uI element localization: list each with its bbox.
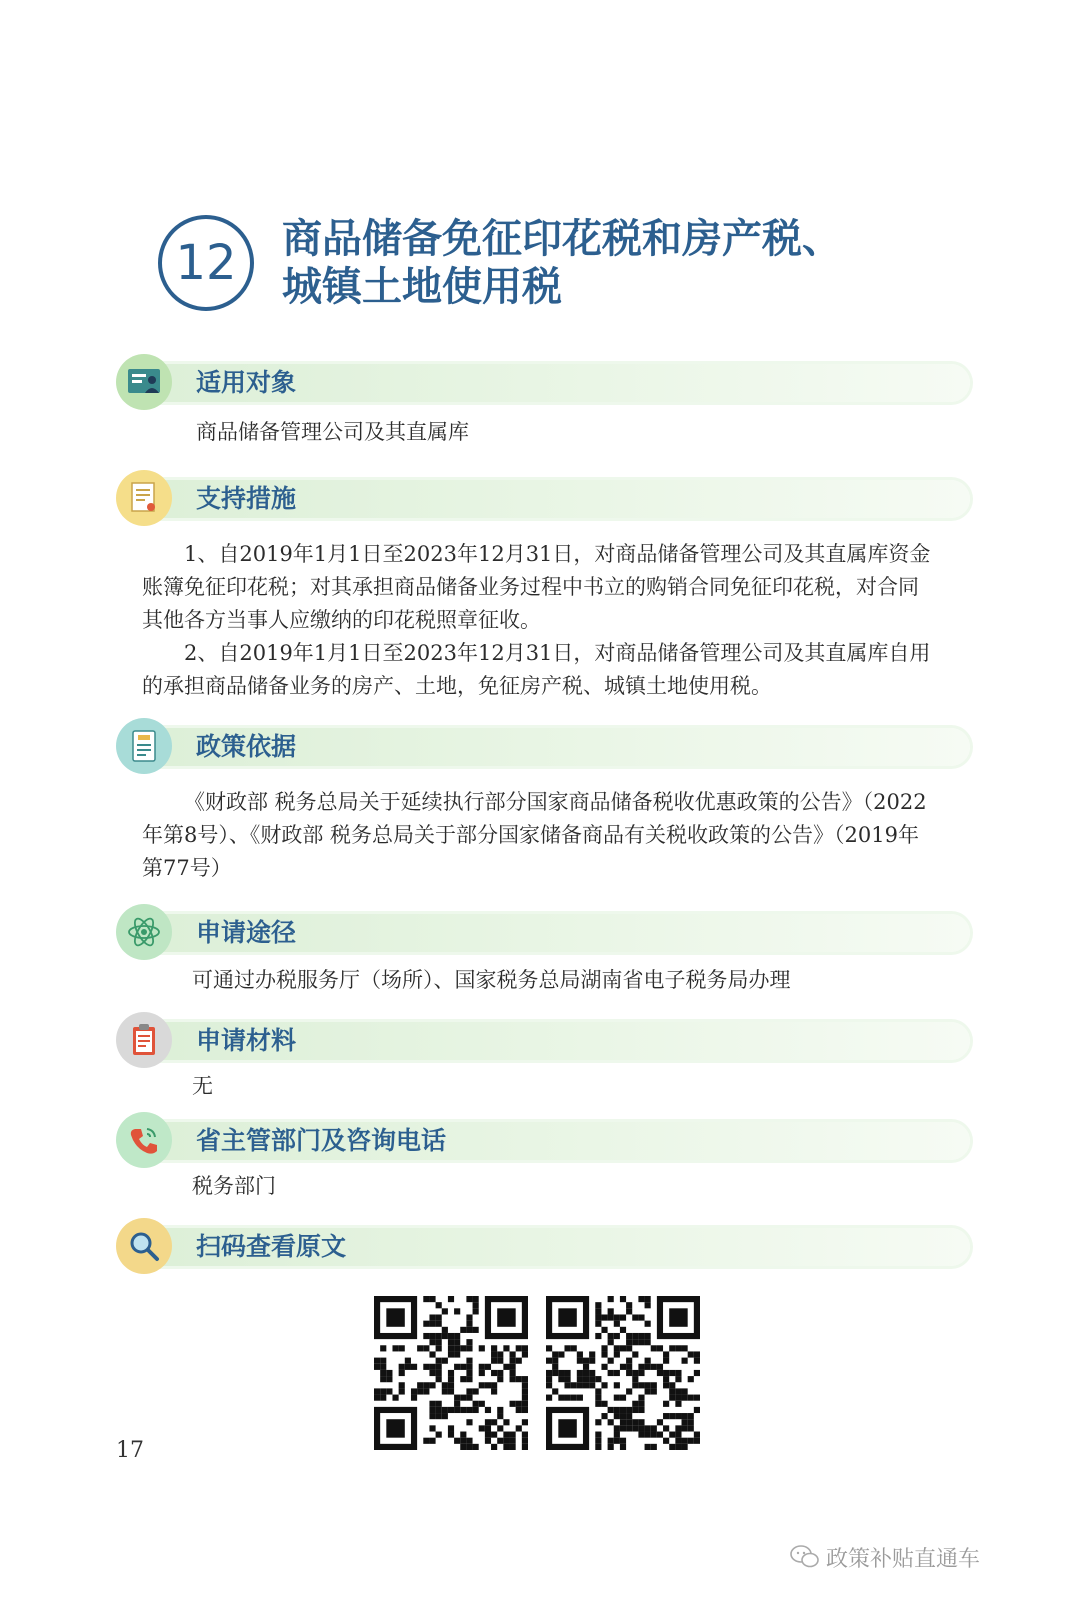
applicable-content: 商品储备管理公司及其直属库	[196, 420, 469, 444]
page-title	[282, 215, 922, 311]
section-title: 省主管部门及咨询电话	[196, 1126, 447, 1155]
section-title: 支持措施	[196, 484, 297, 513]
document-icon	[116, 718, 172, 774]
section-title: 申请途径	[196, 918, 297, 947]
measure-paragraph-1: 1、自2019年1月1日至2023年12月31日，对商品储备管理公司及其直属库资金账簿免征印花税；对其承担商品储备业务过程中书立的购销合同免征印花税，对合同其他各方当事人应缴纳的印花税照章征收。	[142, 542, 931, 632]
section-header-applicable	[116, 354, 972, 410]
wechat-icon	[790, 1544, 820, 1570]
certificate-icon	[116, 470, 172, 526]
materials-content: 无	[192, 1074, 213, 1098]
page-title-line2: 城镇土地使用税	[282, 263, 562, 310]
measures-content	[142, 538, 938, 703]
qr-code-1-graphic	[374, 1296, 528, 1450]
magnifier-icon	[116, 1218, 172, 1274]
phone-icon	[116, 1112, 172, 1168]
section-header-scan	[116, 1218, 972, 1274]
section-header-measures	[116, 470, 972, 526]
basis-content	[142, 786, 938, 885]
person-card-icon	[116, 354, 172, 410]
section-header-materials	[116, 1012, 972, 1068]
section-title: 政策依据	[196, 732, 297, 761]
contact-content: 税务部门	[192, 1174, 276, 1198]
section-header-basis	[116, 718, 972, 774]
section-title: 适用对象	[196, 368, 297, 397]
channel-content: 可通过办税服务厅（场所）、国家税务总局湖南省电子税务局办理	[192, 968, 791, 992]
atom-icon	[116, 904, 172, 960]
page-title-line1: 商品储备免征印花税和房产税、	[282, 215, 842, 262]
section-header-channel	[116, 904, 972, 960]
qr-code-2[interactable]	[546, 1296, 700, 1450]
qr-code-2-graphic	[546, 1296, 700, 1450]
watermark	[790, 1540, 980, 1574]
watermark-text: 政策补贴直通车	[826, 1546, 981, 1572]
page-number: 17	[116, 1438, 144, 1463]
section-title: 扫码查看原文	[196, 1232, 347, 1261]
section-number-badge: 12	[158, 215, 254, 311]
qr-code-1[interactable]	[374, 1296, 528, 1450]
section-title: 申请材料	[196, 1026, 297, 1055]
clipboard-icon	[116, 1012, 172, 1068]
measure-paragraph-2: 2、自2019年1月1日至2023年12月31日，对商品储备管理公司及其直属库自用的承担商品储备业务的房产、土地，免征房产税、城镇土地使用税。	[142, 641, 931, 698]
section-header-contact	[116, 1112, 972, 1168]
basis-paragraph: 《财政部 税务总局关于延续执行部分国家商品储备税收优惠政策的公告》（2022年第8号）、《财政部 税务总局关于部分国家储备商品有关税收政策的公告》（2019年第77号）	[142, 790, 927, 880]
title-block	[158, 215, 918, 325]
